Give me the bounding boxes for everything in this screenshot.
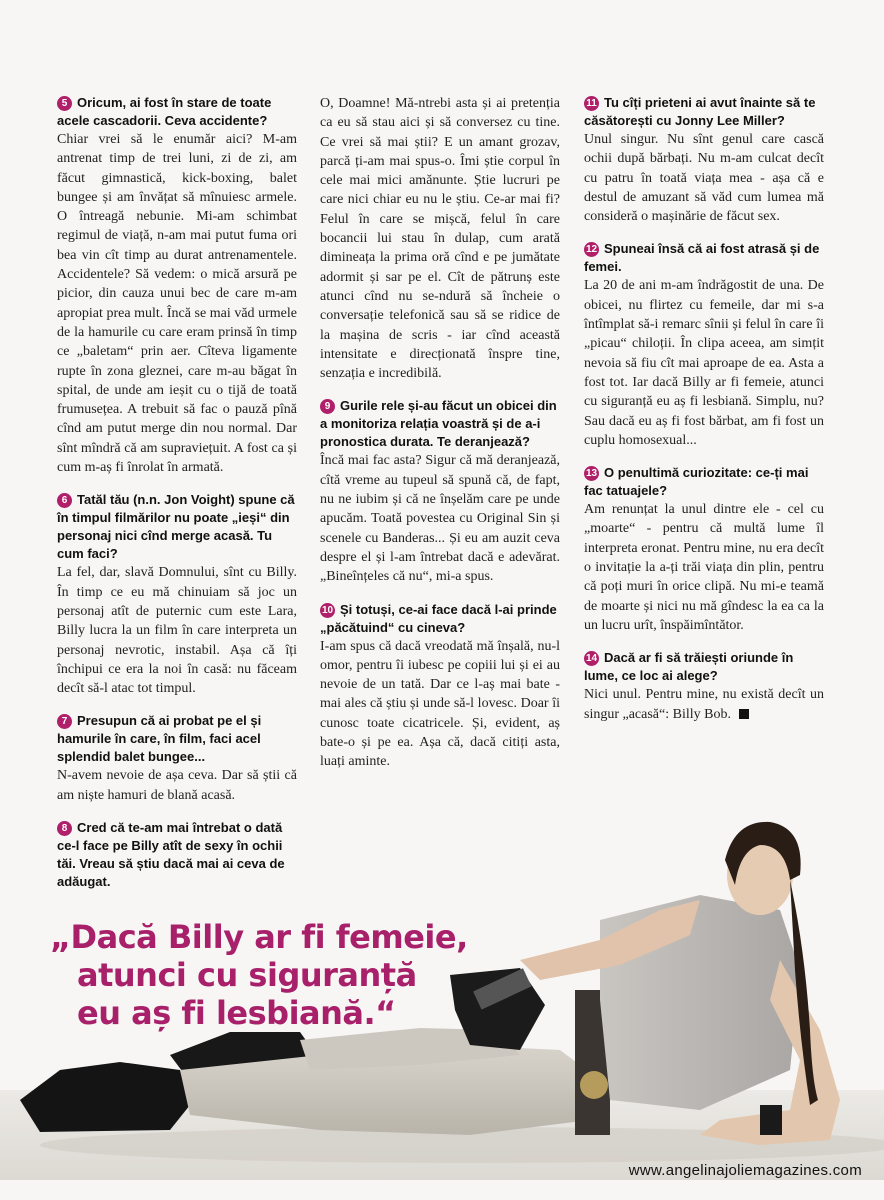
website-watermark: www.angelinajoliemagazines.com — [628, 1162, 862, 1179]
question-text: Oricum, ai fost în stare de toate acele cascadorii. Ceva accidente? — [57, 95, 272, 128]
question-text: Tatăl tău (n.n. Jon Voight) spune că în timpul filmărilor nu poate „ieși“ din personaj nici cînd merge acasă. Tu cum faci? — [57, 492, 295, 562]
question-text: O penultimă curiozitate: ce-ți mai fac tatuajele? — [584, 465, 809, 499]
answer-text: Chiar vrei să le enumăr aici? M-am antrenat timp de trei luni, zi de zi, am făcut gimnastică, kick-boxing, balet bungee și am învățat să mînuiesc armele. O întreagă nebunie. Mi-am schimbat regimul de viață, n-am mai putut fuma ori bea vin cît timp au durat antrenamentele. Accidentele? Să vedem: o mică arsură pe picior, din cauza unui bec de care m-am apropiat prea mult. Încă se mai văd urmele de la hamurile cu care eram prinsă în timp ce „baletam“ prin aer. Cîteva ligamente rupte în zona gleznei, care m-au băgat în spital, de unde am ieșit cu o tijă de toată frumusețea. A trebuit să fac o pauză pînă cînd am putut merge din nou normal. Dar sînt mîndră că am supraviețuit. A fost ca și cum m-aș fi înrolat în armată. — [57, 132, 297, 476]
column-1 — [57, 94, 297, 891]
question-text: Spuneai însă că ai fost atrasă și de femei. — [584, 241, 820, 275]
qa-block-12 — [584, 240, 824, 450]
question-text: Cred că te-am mai întrebat o dată ce-l face pe Billy atît de sexy în ochii tăi. Vreau să știu dacă mai ai ceva de adăugat. — [57, 820, 285, 890]
question-number-badge: 8 — [57, 821, 72, 836]
pull-quote — [50, 918, 470, 1032]
answer-text: O, Doamne! Mă-ntrebi asta și ai pretenția ca eu să stau aici și să conversez cu tine. Ce vrei să mai știi? E un amant grozav, parcă ți-am mai spus-o. Îmi știe corpul în cele mai mici amănunte. Știe lucruri pe care nici chiar eu nu le știu. Ce-ar mai fi? Felul în care se mișcă, felul în care bocancii lui stau în dulap, cum arată dimineața la prima oră cînd e pe jumătate adormit și sar pe el. Cît de pătrunș este atunci cînd nu se-ndură să încheie o conversație telefonică sau să se ridice de la mașina de scris - iar cînd această intensitate e direcționată înspre tine, senzația e incredibilă. — [320, 96, 560, 382]
answer-text: Unul singur. Nu sînt genul care cască ochii după bărbați. Nu m-am culcat decît cu patru în toată viața mea - așa că e destul de amuzant să văd cum lumea mă consideră o mașinărie de făcut sex. — [584, 132, 824, 225]
question-number-badge: 10 — [321, 604, 334, 616]
qa-block-10 — [320, 601, 560, 772]
question-number-badge: 6 — [57, 493, 72, 508]
answer-text: N-avem nevoie de așa ceva. Dar să știi că am niște hamuri de blană acasă. — [57, 768, 297, 803]
answer-text: La fel, dar, slavă Domnului, sînt cu Billy. În timp ce eu mă chinuiam să joc un personaj atît de puternic cum este Lara, Billy lucra la un film în care interpreta un personaj nevrotic, instabil. Așa că îți închipui ce era la noi în casă: nu făceam decît să-l atac tot timpul. — [57, 565, 297, 697]
qa-block-8-question — [57, 819, 297, 891]
question-number-badge: 13 — [585, 468, 598, 480]
answer-text: I-am spus că dacă vreodată mă înșală, nu-l omor, pentru îi iubesc pe copiii lui și ei au nevoie de un tată. Dar ce l-aș mai bate - mai ales că știu și unde să-l lovesc. Doar îi cunosc toate cicatricele. Și, evident, aș bate-o și pe ea. Așa că, dacă citiți asta, luați aminte. — [320, 638, 560, 770]
qa-block-9 — [320, 397, 560, 586]
qa-block-13 — [584, 464, 824, 635]
qa-block-14 — [584, 649, 824, 724]
pull-quote-line-2: atunci cu siguranță — [77, 956, 417, 994]
question-number-badge: 9 — [320, 399, 335, 414]
qa-block-11 — [584, 94, 824, 226]
qa-block-6 — [57, 491, 297, 698]
question-text: Și totuși, ce-ai face dacă l-ai prinde „păcătuind“ cu cineva? — [320, 601, 557, 635]
column-3 — [584, 94, 824, 738]
answer-text: Încă mai fac asta? Sigur că mă deranjează, cîtă vreme au tupeul să spună că, de fapt, nu ne iubim și că ne înșelăm care pe unde apucăm. Toată povestea cu Original Sin și scenele cu Banderas... Și eu am auzit ceva despre el și l-am întrebat dacă e adevărat. „Bineînțeles că nu“, mi-a spus. — [320, 453, 560, 585]
question-number-badge: 11 — [584, 96, 599, 111]
question-text: Tu cîți prieteni ai avut înainte să te căsătorești cu Jonny Lee Miller? — [584, 95, 816, 128]
column-2 — [320, 94, 560, 786]
question-number-badge: 14 — [585, 653, 598, 665]
question-number-badge: 7 — [57, 714, 72, 729]
question-text: Presupun că ai probat pe el și hamurile în care, în film, faci acel splendid balet bungee... — [57, 713, 262, 765]
question-number-badge: 12 — [585, 244, 598, 256]
end-of-article-mark — [739, 709, 749, 719]
qa-block-8-answer — [320, 94, 560, 383]
answer-text: Nici unul. Pentru mine, nu există decît un singur „acasă“: Billy Bob. — [584, 687, 824, 722]
question-text: Dacă ar fi să trăiești oriunde în lume, ce loc ai alege? — [584, 650, 794, 684]
pull-quote-line-3: eu aș fi lesbiană.“ — [77, 994, 396, 1032]
answer-text: Am renunțat la unul dintre ele - cel cu „moarte“ - pentru că multă lume îl interpreta eronat. Pentru mine, nu era decît o invitație la a-ți trăi viața din plin, pentru că poți muri în orice clipă. Nu mi-e teamă de moarte și nici nu mă gîndesc la ea ca la un lucru urît, înspăimîntător. — [584, 502, 824, 633]
qa-block-5 — [57, 94, 297, 477]
answer-text: La 20 de ani m-am îndrăgostit de una. De obicei, nu flirtez cu femeile, dar mi s-a întîmplat să-i remarc sînii și felul în care îi „picau“ chiloții. În clipa aceea, am simțit nevoia să fiu cît mai aproape de ea. Asta a fost tot. Iar dacă Billy ar fi femeie, atunci cu siguranță eu aș fi lesbiană. Simplu, nu? Sau dacă eu aș fi fost bărbat, am fi fost un cuplu homosexual... — [584, 278, 824, 448]
pull-quote-line-1: „Dacă Billy ar fi femeie, — [50, 918, 468, 956]
qa-block-7 — [57, 712, 297, 805]
question-number-badge: 5 — [57, 96, 72, 111]
question-text: Gurile rele și-au făcut un obicei din a monitoriza relația voastră și de a-i pronostica durata. Te deranjează? — [320, 398, 557, 450]
